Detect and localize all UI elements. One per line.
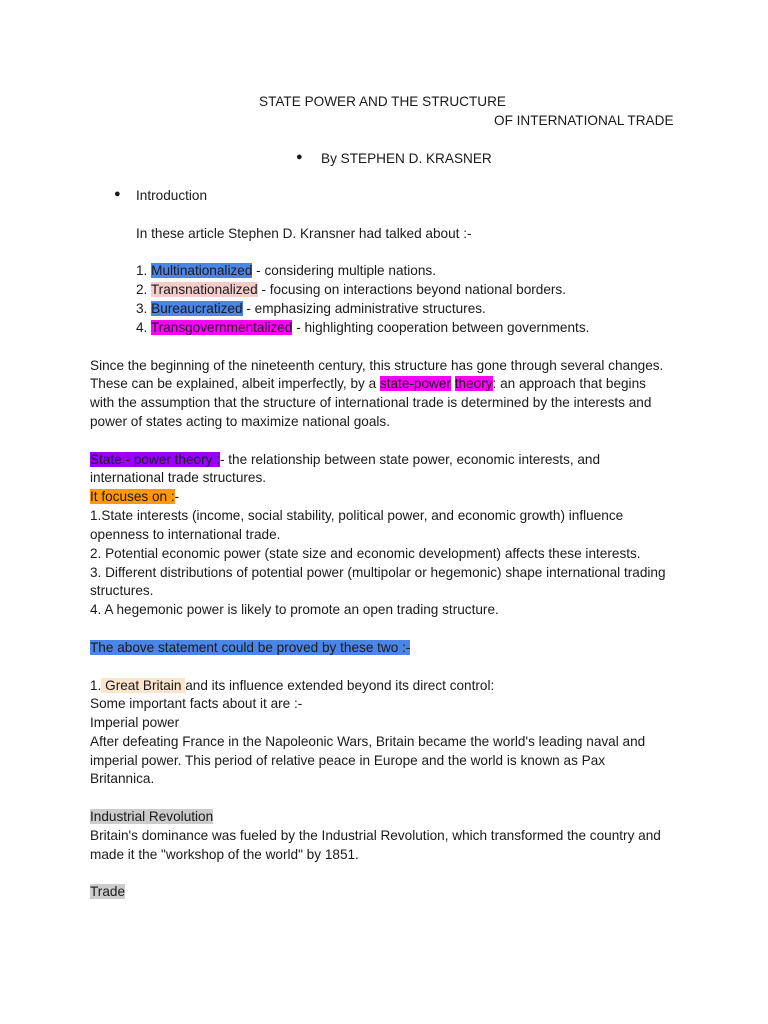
paragraph-line: Since the beginning of the nineteenth century, this structure has gone through several changes. [90,358,664,373]
term-highlight: state-power [379,376,451,391]
term-highlight: Great Britain [101,678,186,693]
paragraph-line: Britain's dominance was fueled by the Industrial Revolution, which transformed the country and [90,828,661,843]
subheading: Imperial power [90,715,180,730]
term-highlight: The above statement could be proved by these two :- [90,640,411,655]
paragraph-line [90,639,410,656]
term-highlight: Transnationalized [150,282,258,297]
paragraph-line: State - power theory :- the relationship between state power, economic interests, and [90,452,601,467]
term-highlight: Transgovernmentalized [150,320,293,335]
list-item: 2. Transnationalized - focusing on interactions beyond national borders. [136,282,567,297]
term-highlight: Bureaucratized [151,301,243,316]
paragraph-line: 3. Different distributions of potential power (multipolar or hegemonic) shape international trading [90,565,666,580]
paragraph-line: 4. A hegemonic power is likely to promote an open trading structure. [90,602,499,617]
list-item: 1. Multinationalized - considering multiple nations. [136,263,436,278]
paragraph-line: Some important facts about it are :- [90,696,303,711]
list-item: 3. Bureaucratized - emphasizing administrative structures. [136,301,486,316]
term-highlight: State - power theory : [90,452,220,467]
paragraph-line: 2. Potential economic power (state size and economic development) affects these interests. [90,546,641,561]
paragraph-line: international trade structures. [90,470,267,485]
paragraph-line: It focuses on :- [90,489,180,504]
author-line: By STEPHEN D. KRASNER [321,151,492,166]
paragraph-line: After defeating France in the Napoleonic Wars, Britain became the world's leading naval and [90,734,646,749]
title-line-1: STATE POWER AND THE STRUCTURE [259,94,506,109]
bullet-icon: ● [296,151,303,163]
paragraph-line: openness to international trade. [90,527,281,542]
intro-heading: Introduction [136,188,208,203]
paragraph-line: power of states acting to maximize national goals. [90,414,390,429]
term-highlight: Industrial Revolution [90,809,214,824]
subheading [90,808,213,825]
paragraph-line: structures. [90,583,154,598]
term-highlight: Multinationalized [151,263,253,278]
paragraph-line: 1.State interests (income, social stability, political power, and economic growth) influence [90,508,624,523]
list-item: 4. Transgovernmentalized - highlighting cooperation between governments. [136,320,590,335]
subheading [90,883,125,900]
term-highlight: Trade [90,884,126,899]
title-line-2: OF INTERNATIONAL TRADE [494,113,674,128]
paragraph-line: imperial power. This period of relative peace in Europe and the world is known as Pax [90,753,606,768]
intro-lead: In these article Stephen D. Kransner had talked about :- [136,226,472,241]
term-highlight: theory [454,376,493,391]
paragraph-line: with the assumption that the structure of international trade is determined by the interests and [90,395,652,410]
bullet-icon: ● [114,188,121,200]
paragraph-line: Britannica. [90,771,155,786]
paragraph-line: made it the "workshop of the world" by 1851. [90,847,359,862]
paragraph-line: 1. Great Britain and its influence extended beyond its direct control: [90,678,495,693]
term-highlight: It focuses on : [90,489,175,504]
paragraph-line: These can be explained, albeit imperfectly, by a state-power theory: an approach that begins [90,376,646,391]
